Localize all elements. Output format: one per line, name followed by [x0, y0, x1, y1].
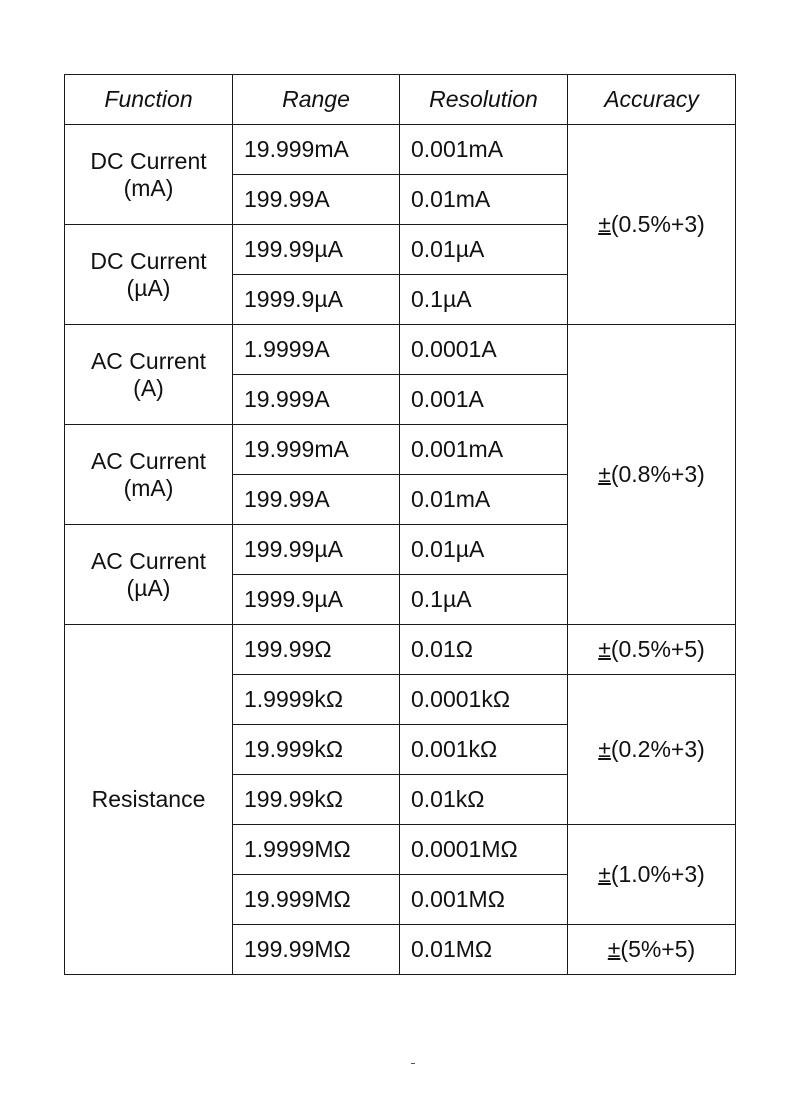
function-label: Resistance: [91, 786, 206, 813]
spec-table: [64, 74, 736, 975]
table-row: [65, 625, 736, 675]
accuracy-cell: [568, 125, 736, 325]
plus-minus-symbol: ±: [607, 936, 621, 963]
resolution-cell: 0.001mA: [400, 125, 568, 175]
accuracy-cell: [568, 325, 736, 625]
function-unit: (A): [133, 374, 164, 401]
header-accuracy: Accuracy: [568, 75, 736, 125]
range-cell: 19.999A: [233, 375, 400, 425]
function-label: AC Current: [90, 448, 207, 475]
range-cell: 199.99A: [233, 175, 400, 225]
accuracy-cell: [568, 675, 736, 825]
function-unit: (µA): [126, 574, 171, 601]
resolution-cell: 0.01MΩ: [400, 925, 568, 975]
resolution-cell: 0.01µA: [400, 225, 568, 275]
function-cell: [65, 125, 233, 225]
function-cell: [65, 325, 233, 425]
header-range: Range: [233, 75, 400, 125]
accuracy-cell: [568, 625, 736, 675]
resolution-cell: 0.1µA: [400, 575, 568, 625]
range-cell: 1.9999kΩ: [233, 675, 400, 725]
resolution-cell: 0.01mA: [400, 175, 568, 225]
function-label: AC Current: [90, 348, 207, 375]
range-cell: 19.999mA: [233, 425, 400, 475]
function-cell: [65, 225, 233, 325]
function-label: AC Current: [90, 548, 207, 575]
resolution-cell: 0.0001A: [400, 325, 568, 375]
function-cell: [65, 625, 233, 975]
function-label: DC Current: [90, 148, 207, 175]
range-cell: 1.9999A: [233, 325, 400, 375]
range-cell: 1999.9µA: [233, 275, 400, 325]
function-cell: [65, 425, 233, 525]
accuracy-value: (0.2%+3): [610, 736, 705, 763]
table-row: [65, 125, 736, 175]
function-unit: (mA): [123, 174, 174, 201]
range-cell: 19.999MΩ: [233, 875, 400, 925]
resolution-cell: 0.0001MΩ: [400, 825, 568, 875]
footer-mark: [411, 1063, 415, 1064]
resolution-cell: 0.001MΩ: [400, 875, 568, 925]
table-row: [65, 325, 736, 375]
accuracy-value: (0.8%+3): [610, 461, 705, 488]
resolution-cell: 0.01mA: [400, 475, 568, 525]
range-cell: 19.999mA: [233, 125, 400, 175]
header-function: Function: [65, 75, 233, 125]
function-unit: (mA): [123, 474, 174, 501]
range-cell: 199.99µA: [233, 225, 400, 275]
accuracy-cell: [568, 925, 736, 975]
resolution-cell: 0.01Ω: [400, 625, 568, 675]
plus-minus-symbol: ±: [598, 211, 611, 238]
range-cell: 199.99kΩ: [233, 775, 400, 825]
plus-minus-symbol: ±: [598, 636, 611, 663]
accuracy-value: (5%+5): [620, 936, 696, 963]
plus-minus-symbol: ±: [598, 736, 611, 763]
function-label: DC Current: [90, 248, 207, 275]
range-cell: 19.999kΩ: [233, 725, 400, 775]
resolution-cell: 0.001kΩ: [400, 725, 568, 775]
resolution-cell: 0.0001kΩ: [400, 675, 568, 725]
range-cell: 1999.9µA: [233, 575, 400, 625]
resolution-cell: 0.001mA: [400, 425, 568, 475]
plus-minus-symbol: ±: [598, 861, 611, 888]
accuracy-value: (1.0%+3): [610, 861, 705, 888]
range-cell: 199.99Ω: [233, 625, 400, 675]
range-cell: 199.99MΩ: [233, 925, 400, 975]
accuracy-value: (0.5%+3): [610, 211, 705, 238]
accuracy-cell: [568, 825, 736, 925]
resolution-cell: 0.1µA: [400, 275, 568, 325]
accuracy-value: (0.5%+5): [610, 636, 705, 663]
resolution-cell: 0.01kΩ: [400, 775, 568, 825]
range-cell: 1.9999MΩ: [233, 825, 400, 875]
function-cell: [65, 525, 233, 625]
header-resolution: Resolution: [400, 75, 568, 125]
header-row: [65, 75, 736, 125]
range-cell: 199.99µA: [233, 525, 400, 575]
plus-minus-symbol: ±: [598, 461, 611, 488]
function-unit: (µA): [126, 274, 171, 301]
resolution-cell: 0.001A: [400, 375, 568, 425]
range-cell: 199.99A: [233, 475, 400, 525]
resolution-cell: 0.01µA: [400, 525, 568, 575]
